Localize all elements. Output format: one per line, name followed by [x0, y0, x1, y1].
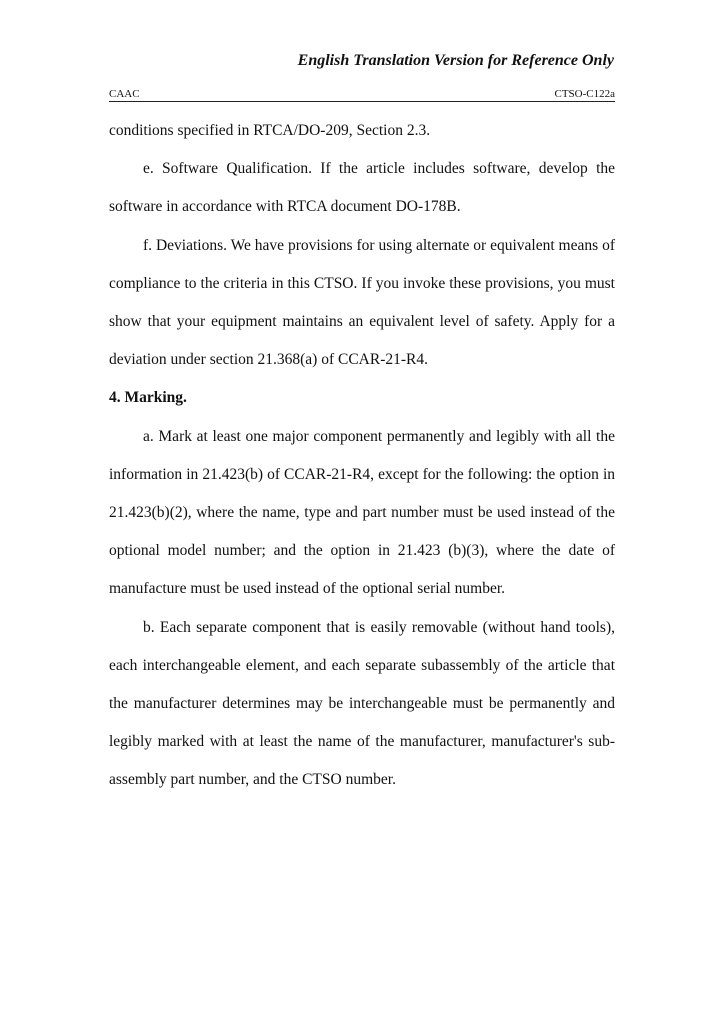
- document-body: [109, 112, 615, 800]
- header-organization: CAAC: [109, 88, 140, 100]
- paragraph-marking-a: a. Mark at least one major component permanently and legibly with all the information in 21.423(b) of CCAR-21-R4, except for the following: the option in 21.423(b)(2), where the name, type and part number must be used instead of the optional model number; and the option in 21.423 (b)(3), where the date of manufacture must be used instead of the optional serial number.: [109, 427, 615, 598]
- section-heading-marking: 4. Marking.: [109, 389, 187, 407]
- paragraph-continuation: conditions specified in RTCA/DO-209, Section 2.3.: [109, 122, 431, 139]
- paragraph-marking-b: b. Each separate component that is easily removable (without hand tools), each interchangeable element, and each separate subassembly of the article that the manufacturer determines may be interchangeable must be permanently and legibly marked with at least the name of the manufacturer, manufacturer's sub-assembly part number, and the CTSO number.: [109, 618, 615, 789]
- paragraph-deviations: f. Deviations. We have provisions for using alternate or equivalent means of compliance to the criteria in this CTSO. If you invoke these provisions, you must show that your equipment maintains an equivalent level of safety. Apply for a deviation under section 21.368(a) of CCAR-21-R4.: [109, 236, 615, 369]
- page-header: [109, 88, 615, 102]
- translation-banner: English Translation Version for Reference Only: [297, 52, 614, 69]
- header-divider: [109, 101, 615, 102]
- paragraph-software-qualification: e. Software Qualification. If the article includes software, develop the software in accordance with RTCA document DO-178B.: [109, 160, 615, 216]
- header-document-number: CTSO-C122a: [554, 88, 615, 100]
